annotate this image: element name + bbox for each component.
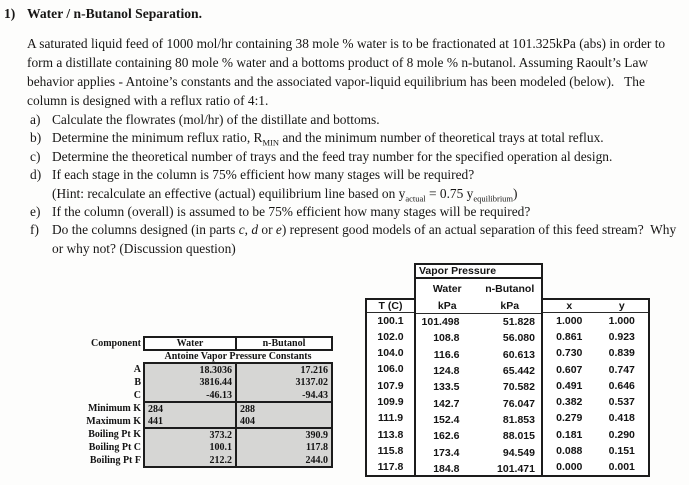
vle-cell: 1.000 (556, 314, 583, 327)
table-row (543, 427, 648, 443)
vle-cell: 116.6 (433, 348, 460, 361)
vle-cell: 104.0 (377, 347, 404, 360)
vle-cell: 107.9 (377, 379, 404, 392)
row-label: Maximum K (86, 416, 141, 427)
vle-cell: 115.8 (377, 444, 404, 457)
antoine-cell: 212.2 (144, 454, 236, 467)
table-row (416, 428, 541, 444)
antoine-cell: 288 (236, 402, 332, 415)
antoine-cell: -94.43 (236, 389, 332, 402)
vle-cell: 102.0 (377, 330, 404, 343)
vle-cell: 0.418 (608, 412, 635, 425)
vle-cell: 0.000 (556, 461, 583, 474)
vle-cell: 142.7 (433, 397, 460, 410)
vle-cell: 51.828 (502, 316, 535, 329)
row-label: Minimum K (87, 403, 141, 414)
text-segment: Determine the minimum reflux ratio, R (52, 130, 263, 146)
vle-cell: 133.5 (433, 381, 460, 394)
problem-text (52, 129, 686, 147)
row-label: B (134, 377, 141, 388)
antoine-cell: 3816.44 (144, 376, 236, 389)
intro-paragraph: A saturated liquid feed of 1000 mol/hr containing 38 mole % water is to be fractionated at 101.325kPa (abs) in order to form a distillate containing 80 mole % water and a bottoms product of 8 mole % n-butanol. Assuming Raoult’s Law behavior applies - Antoine’s constants and the associated vapor-liquid equilibrium has been modeled (below). The column is designed with a reflux ratio of 4:1. (27, 36, 666, 108)
vle-cell: 0.382 (556, 396, 583, 409)
antoine-cell: 284 (144, 402, 236, 415)
vle-cell: 124.8 (433, 365, 460, 378)
vle-cell: 0.491 (556, 379, 583, 392)
antoine-cell: 18.3036 (144, 363, 236, 376)
water-col-header: Water (432, 282, 462, 295)
problem-text: Determine the theoretical number of trays and the feed tray number for the specified operation al design. (52, 148, 613, 164)
problem-label: d) (30, 167, 42, 183)
antoine-section-title: Antoine Vapor Pressure Constants (164, 351, 312, 362)
antoine-table (83, 336, 333, 468)
butanol-header-cell: n-Butanol (236, 337, 332, 350)
text-segment: and the minimum number of theoretical trays at total reflux. (279, 130, 604, 146)
antoine-cell: 100.1 (144, 441, 236, 454)
vle-cell: 100.1 (377, 314, 404, 327)
vle-cell: 184.8 (433, 462, 460, 475)
vle-cell: 0.646 (608, 379, 635, 392)
table-row (83, 415, 332, 428)
vle-cell: 76.047 (502, 397, 535, 410)
problem-label: e) (30, 204, 41, 220)
problems-list (30, 111, 686, 258)
table-row (83, 454, 332, 467)
vle-cell: 111.9 (377, 412, 404, 425)
vle-cell: 0.537 (608, 396, 635, 409)
x-header: x (566, 300, 573, 312)
problem-label: c) (30, 148, 41, 164)
vle-cell: 162.6 (433, 430, 460, 443)
text-segment: ) represent good models of an actual separation of this feed stream? Why or why not? (Discussion question) (52, 222, 677, 256)
subscript: equilibrium (473, 193, 514, 204)
antoine-cell: -46.13 (144, 389, 236, 402)
vle-cell: 88.015 (502, 430, 535, 443)
antoine-cell: 17.216 (236, 363, 332, 376)
problem-title-text: Water / n-Butanol Separation. (27, 6, 202, 21)
vle-cell: 113.8 (377, 428, 404, 441)
table-row (543, 329, 648, 345)
spacer-cell (83, 350, 144, 363)
table-row (83, 363, 332, 376)
vle-cell: 0.279 (556, 412, 583, 425)
vle-cell: 1.000 (608, 314, 635, 327)
problem-text: Calculate the flowrates (mol/hr) of the distillate and bottoms. (52, 112, 380, 127)
table-row (83, 350, 332, 363)
vle-cell: 109.9 (377, 395, 404, 408)
problem-d-hint (52, 185, 686, 203)
text-segment: ) (513, 185, 518, 201)
vle-cell: 101.471 (497, 462, 535, 475)
table-row (543, 459, 648, 475)
y-header: y (618, 300, 625, 312)
vle-cell: 0.839 (608, 347, 635, 360)
table-row (83, 376, 332, 389)
table-row (543, 300, 648, 313)
text-segment: = 0.75 y (425, 185, 474, 201)
table-row (83, 389, 332, 402)
vle-cell: 106.0 (377, 363, 404, 376)
vle-table (365, 263, 650, 477)
vle-cell: 0.607 (556, 363, 583, 376)
problem-item-a (30, 111, 686, 129)
vle-cell: 0.151 (608, 445, 635, 458)
problem-text: If the column (overall) is assumed to be 75% efficient how many stages will be required? (52, 204, 531, 220)
problem-item-b (30, 129, 686, 147)
vle-cell: 101.498 (421, 316, 460, 329)
italic-segment: d (251, 222, 259, 238)
vle-cell: 173.4 (433, 446, 460, 459)
table-row (416, 412, 541, 428)
table-row (83, 402, 332, 415)
vle-cell: 60.613 (502, 348, 535, 361)
text-segment: or (258, 222, 276, 238)
row-label: Boiling Pt C (88, 442, 141, 453)
problem-item-e (30, 203, 686, 221)
component-label: Component (90, 338, 141, 349)
row-label: Boiling Pt F (89, 455, 141, 466)
antoine-cell: 390.9 (236, 428, 332, 441)
italic-segment: e (275, 222, 282, 238)
vle-cell: 0.290 (608, 428, 635, 441)
vle-cell: 94.549 (502, 446, 535, 459)
table-row (416, 363, 541, 379)
vle-cell: 0.923 (608, 330, 635, 343)
antoine-cell: 3137.02 (236, 376, 332, 389)
problem-number: 1) (4, 6, 16, 21)
table-row (543, 313, 648, 329)
tc-header: T (C) (367, 300, 414, 313)
vle-cell: 108.8 (433, 332, 460, 345)
vle-cell: 0.730 (556, 347, 583, 360)
antoine-cell: 404 (236, 415, 332, 428)
table-row (416, 298, 541, 314)
table-row (543, 394, 648, 410)
problem-label: f) (30, 222, 39, 238)
antoine-cell: 117.8 (236, 441, 332, 454)
vapor-pressure-box (414, 263, 543, 477)
water-header-cell: Water (144, 337, 236, 350)
vle-cell: 117.8 (377, 461, 404, 474)
table-row (543, 345, 648, 361)
row-label: A (133, 364, 141, 375)
table-row (416, 330, 541, 346)
problem-d-main: If each stage in the column is 75% efficient how many stages will be required? (52, 167, 475, 183)
antoine-cell: 244.0 (236, 454, 332, 467)
italic-segment: c (238, 222, 245, 238)
temperature-column (365, 298, 414, 477)
subscript: actual (405, 193, 426, 204)
table-row (416, 314, 541, 330)
xy-column (543, 298, 650, 477)
vle-cell: 56.080 (502, 332, 535, 345)
antoine-cell: 441 (144, 415, 236, 428)
problem-item-c (30, 148, 686, 166)
text-segment: Do the columns designed (in parts (52, 222, 239, 238)
vle-cell: 65.442 (502, 365, 535, 378)
table-row (83, 441, 332, 454)
vle-cell: 0.861 (556, 330, 583, 343)
table-row (83, 337, 332, 350)
row-label: C (133, 390, 141, 401)
problem-item-d (30, 166, 686, 203)
butanol-col-header: n-Butanol (485, 282, 535, 295)
vle-cell: 0.001 (608, 461, 635, 474)
table-row (416, 347, 541, 363)
table-row (416, 444, 541, 460)
vle-cell: 0.747 (608, 363, 635, 376)
problem-item-f (30, 221, 686, 258)
table-row (543, 443, 648, 459)
table-row (416, 461, 541, 477)
table-row (543, 361, 648, 377)
vle-cell: 152.4 (433, 413, 460, 426)
vle-cell: 70.582 (502, 381, 535, 394)
kpa-unit: kPa (437, 299, 457, 312)
vle-cell: 0.088 (556, 445, 583, 458)
table-row (416, 395, 541, 411)
vle-cell: 0.181 (556, 428, 583, 441)
row-label: Boiling Pt K (88, 429, 141, 440)
text-segment: (Hint: recalculate an effective (actual) equilibrium line based on y (52, 185, 406, 201)
problem-label: a) (30, 112, 41, 127)
kpa-unit: kPa (500, 299, 520, 312)
problem-text (52, 221, 686, 258)
table-row (416, 379, 541, 395)
problem-label: b) (30, 130, 42, 146)
antoine-cell: 373.2 (144, 428, 236, 441)
table-row (543, 378, 648, 394)
table-row (83, 428, 332, 441)
table-row (543, 410, 648, 426)
vle-cell: 81.853 (502, 413, 535, 426)
text-segment: , (244, 222, 252, 238)
vapor-pressure-title: Vapor Pressure (416, 265, 541, 279)
subscript: MIN (262, 138, 280, 149)
table-row (416, 279, 541, 298)
problem-title (4, 6, 202, 22)
problem-text (52, 166, 686, 203)
